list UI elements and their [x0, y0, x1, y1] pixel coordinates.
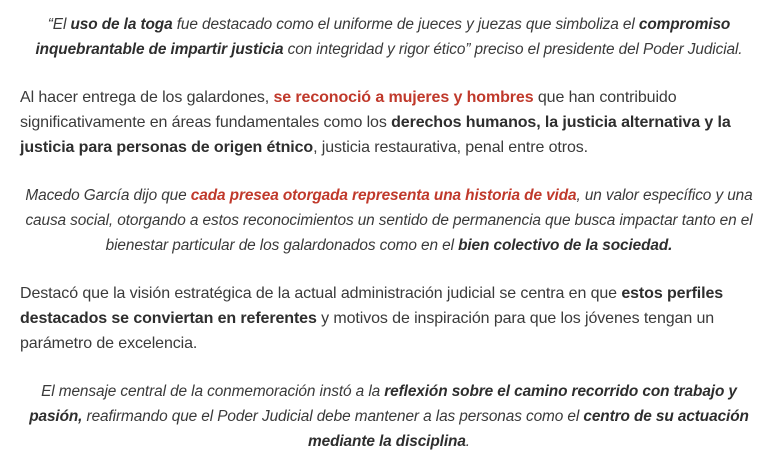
text-span: Macedo García dijo que: [25, 187, 191, 204]
paragraph-quote-toga: [20, 12, 758, 62]
text-span: con integridad y rigor ético” preciso el presidente del Poder Judicial.: [283, 41, 743, 58]
text-span: , justicia restaurativa, penal entre otros.: [313, 139, 589, 156]
highlight-phrase-presea: cada presea otorgada representa una historia de vida: [190, 187, 577, 204]
bold-phrase-reflexion: reflexión sobre el camino recorrido con trabajo y pasión,: [29, 383, 737, 425]
text-span: , un valor específico y una causa social, otorgando a estos reconocimientos un sentido de permanencia que busca impactar tanto en el bienestar particular de los galardonados como en el: [25, 187, 753, 254]
text-span: “El: [47, 16, 71, 33]
text-span: Destacó que la visión estratégica de la actual administración judicial se centra en que: [20, 285, 622, 302]
highlight-phrase-reconocio: se reconoció a mujeres y hombres: [273, 89, 534, 106]
paragraph-galardones: [20, 85, 758, 160]
text-span: fue destacado como el uniforme de jueces y juezas que simboliza el: [172, 16, 639, 33]
paragraph-quote-presea: [20, 183, 758, 258]
bold-phrase-toga: uso de la toga: [70, 16, 173, 33]
text-span: reafirmando que el Poder Judicial debe mantener a las personas como el: [82, 408, 584, 425]
paragraph-quote-mensaje: [20, 379, 758, 454]
paragraph-vision: [20, 281, 758, 356]
text-span: El mensaje central de la conmemoración instó a la: [41, 383, 385, 400]
bold-phrase-perfiles: estos perfiles destacados se conviertan en referentes: [20, 285, 724, 327]
bold-phrase-bien-colectivo: bien colectivo de la sociedad.: [458, 237, 673, 254]
text-span: Al hacer entrega de los galardones,: [20, 89, 274, 106]
bold-phrase-compromiso: compromiso inquebrantable de impartir justicia: [35, 16, 731, 58]
text-span: .: [465, 433, 470, 450]
bold-phrase-derechos: derechos humanos, la justicia alternativa y la justicia para personas de origen étnico: [20, 114, 731, 156]
text-span: y motivos de inspiración para que los jóvenes tengan un parámetro de excelencia.: [20, 310, 715, 352]
bold-phrase-centro: centro de su actuación mediante la disciplina: [308, 408, 749, 450]
text-span: que han contribuido significativamente en áreas fundamentales como los: [20, 89, 677, 131]
